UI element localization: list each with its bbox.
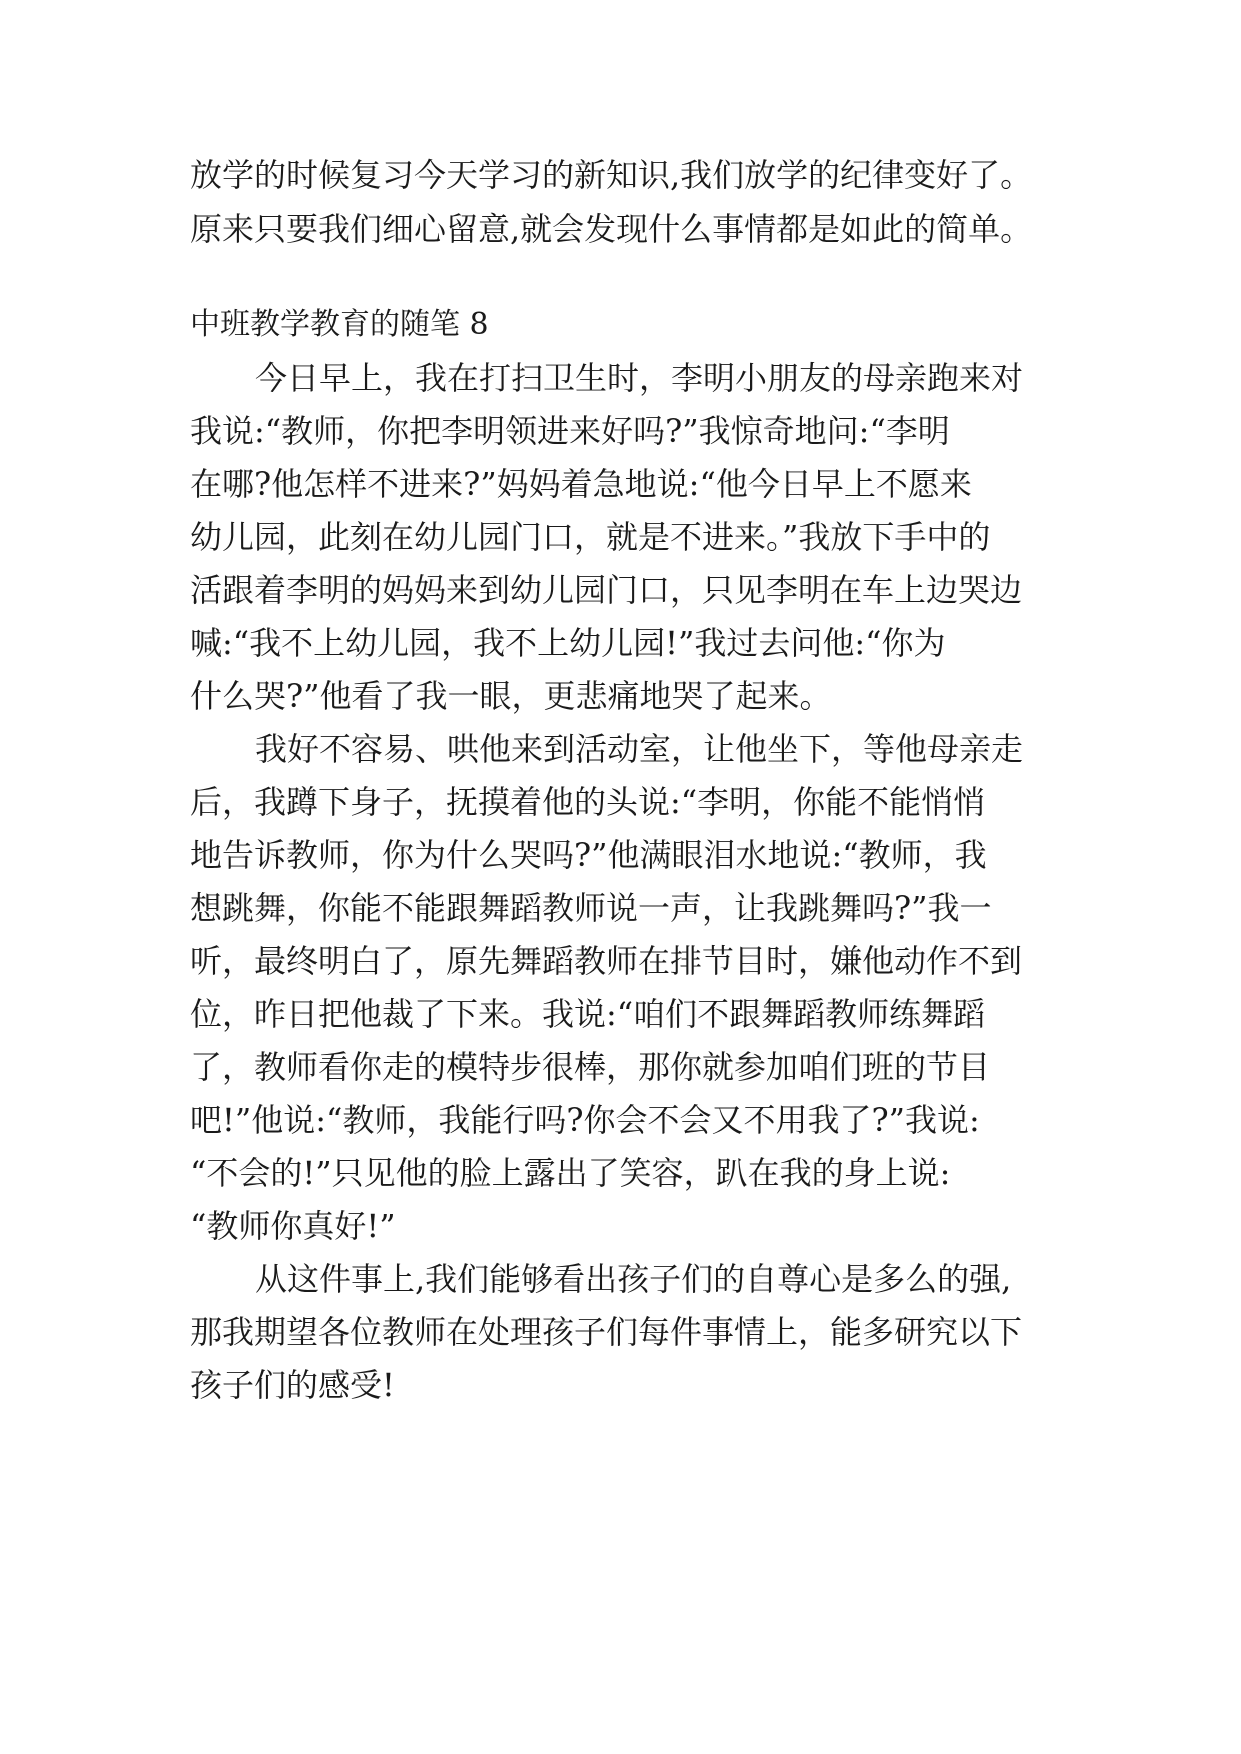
text-line: 那我期望各位教师在处理孩子们每件事情上，能多研究以下	[190, 1313, 1023, 1351]
text-line: 孩子们的感受!	[190, 1366, 395, 1404]
text-line: 喊:“我不上幼儿园，我不上幼儿园!”我过去问他:“你为	[190, 624, 946, 662]
text-line: “不会的!”只见他的脸上露出了笑容，趴在我的身上说:	[190, 1154, 951, 1192]
text-line: 地告诉教师，你为什么哭吗?”他满眼泪水地说:“教师，我	[190, 836, 987, 874]
text-line: 活跟着李明的妈妈来到幼儿园门口，只见李明在车上边哭边	[190, 571, 1023, 609]
text-line: 了，教师看你走的模特步很棒，那你就参加咱们班的节目	[190, 1048, 991, 1086]
section-title: 中班教学教育的随笔 8	[190, 307, 489, 342]
text-line: “教师你真好!”	[190, 1207, 396, 1245]
text-line: 我说:“教师，你把李明领进来好吗?”我惊奇地问:“李明	[190, 412, 950, 450]
text-line: 我好不容易、哄他来到活动室，让他坐下，等他母亲走	[255, 730, 1024, 768]
text-line: 什么哭?”他看了我一眼，更悲痛地哭了起来。	[190, 677, 832, 715]
text-line: 幼儿园，此刻在幼儿园门口，就是不进来。”我放下手中的	[190, 518, 991, 556]
text-line: 放学的时候复习今天学习的新知识,我们放学的纪律变好了。	[190, 156, 1033, 194]
text-line: 听，最终明白了，原先舞蹈教师在排节目时，嫌他动作不到	[190, 942, 1023, 980]
text-line: 想跳舞，你能不能跟舞蹈教师说一声，让我跳舞吗?”我一	[190, 889, 992, 927]
text-line: 在哪?他怎样不进来?”妈妈着急地说:“他今日早上不愿来	[190, 465, 972, 503]
text-line: 原来只要我们细心留意,就会发现什么事情都是如此的简单。	[190, 210, 1033, 248]
text-line: 吧!”他说:“教师，我能行吗?你会不会又不用我了?”我说:	[190, 1101, 980, 1139]
text-line: 位，昨日把他裁了下来。我说:“咱们不跟舞蹈教师练舞蹈	[190, 995, 986, 1033]
text-line: 今日早上，我在打扫卫生时，李明小朋友的母亲跑来对	[255, 359, 1024, 397]
text-line: 后，我蹲下身子，抚摸着他的头说:“李明，你能不能悄悄	[190, 783, 986, 821]
text-line: 从这件事上,我们能够看出孩子们的自尊心是多么的强,	[255, 1260, 1012, 1298]
